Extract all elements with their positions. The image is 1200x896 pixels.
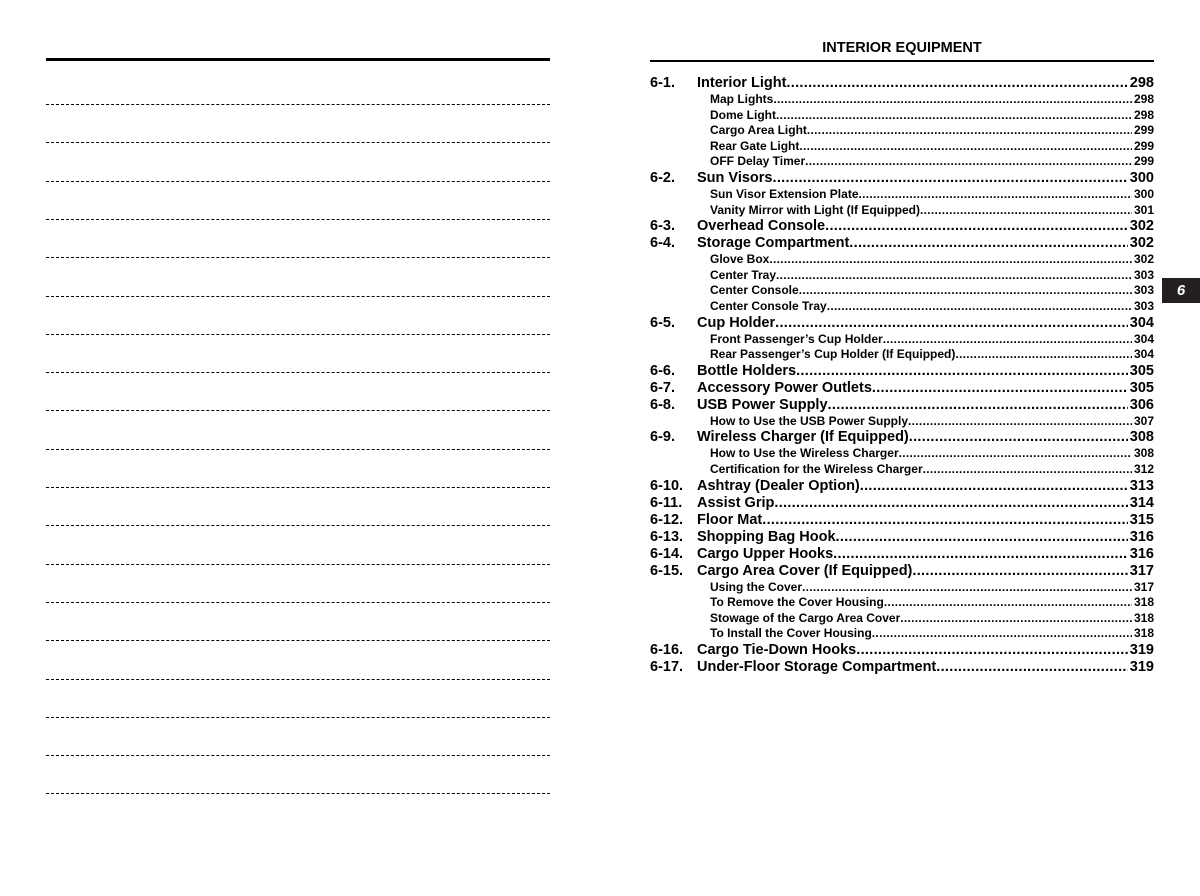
toc-entry-title: Interior Light — [697, 75, 787, 91]
toc-leader-dots — [833, 546, 1128, 563]
toc-section-entry[interactable] — [650, 397, 1154, 414]
toc-subsection-entry[interactable] — [650, 446, 1154, 462]
toc-entry-title: Cargo Area Cover (If Equipped) — [697, 562, 913, 579]
toc-entry-title: Using the Cover — [710, 579, 803, 594]
toc-page-number: 304 — [1129, 314, 1154, 331]
toc-subsection-entry[interactable] — [650, 299, 1154, 315]
toc-subsection-entry[interactable] — [650, 332, 1154, 348]
toc-section-number: 6-16. — [650, 641, 684, 658]
toc-leader-dots — [923, 462, 1132, 478]
toc-page-number: 300 — [1133, 186, 1154, 201]
toc-entry-title: Cargo Area Light — [710, 123, 807, 138]
toc-leader-dots — [872, 626, 1132, 642]
note-line — [46, 640, 550, 641]
toc-entry-title: To Remove the Cover Housing — [710, 595, 884, 610]
toc-leader-dots — [772, 170, 1127, 187]
toc-leader-dots — [912, 563, 1127, 580]
toc-leader-dots — [909, 429, 1128, 446]
toc-leader-dots — [908, 414, 1132, 430]
toc-entry-title: Center Console — [710, 283, 799, 298]
toc-page-number: 308 — [1129, 429, 1154, 446]
note-line — [46, 755, 550, 756]
toc-page-number: 306 — [1129, 396, 1154, 413]
toc-leader-dots — [769, 252, 1132, 268]
toc-entry-title: Map Lights — [710, 92, 774, 106]
toc-leader-dots — [796, 363, 1128, 380]
toc-section-entry[interactable] — [650, 380, 1154, 397]
toc-entry-title: USB Power Supply — [697, 396, 828, 413]
toc-page-number: 302 — [1133, 252, 1154, 267]
note-line — [46, 602, 550, 603]
toc-leader-dots — [775, 315, 1128, 332]
toc-subsection-entry[interactable] — [650, 462, 1154, 478]
note-line — [46, 487, 550, 488]
toc-entry-title: Center Console Tray — [710, 298, 827, 313]
toc-subsection-entry[interactable] — [650, 139, 1154, 155]
toc-leader-dots — [936, 659, 1128, 676]
note-line — [46, 793, 550, 794]
toc-leader-dots — [884, 595, 1132, 611]
toc-section-entry[interactable] — [650, 235, 1154, 252]
toc-page-number: 303 — [1133, 298, 1154, 313]
toc-entry-title: How to Use the USB Power Supply — [710, 413, 909, 428]
toc-leader-dots — [802, 580, 1132, 596]
toc-subsection-entry[interactable] — [650, 283, 1154, 299]
toc-section-number: 6-4. — [650, 235, 675, 252]
note-line — [46, 181, 550, 182]
note-line — [46, 296, 550, 297]
toc-leader-dots — [872, 380, 1128, 397]
toc-page-number: 314 — [1129, 494, 1154, 511]
toc-page-number: 316 — [1129, 528, 1154, 545]
toc-page-number: 304 — [1133, 331, 1154, 346]
toc-page-number: 301 — [1133, 202, 1154, 217]
toc-leader-dots — [900, 611, 1132, 627]
toc-entry-title: Glove Box — [710, 252, 770, 267]
toc-entry-title: Rear Gate Light — [710, 138, 800, 153]
note-line — [46, 679, 550, 680]
toc-leader-dots — [955, 347, 1132, 363]
toc-leader-dots — [807, 123, 1132, 139]
toc-page-number: 302 — [1129, 235, 1154, 252]
section-header: INTERIOR EQUIPMENT — [822, 40, 982, 56]
note-line — [46, 564, 550, 565]
toc-leader-dots — [859, 187, 1132, 203]
toc-entry-title: Ashtray (Dealer Option) — [697, 477, 860, 494]
toc-entry-title: Rear Passenger’s Cup Holder (If Equipped) — [710, 347, 956, 362]
toc-section-entry[interactable] — [650, 529, 1154, 546]
toc-entry-title: Certification for the Wireless Charger — [710, 461, 923, 476]
toc-entry-title: Front Passenger’s Cup Holder — [710, 331, 883, 346]
toc-page-number: 298 — [1133, 92, 1154, 106]
toc-entry-title: Cargo Tie-Down Hooks — [697, 641, 857, 658]
toc-section-entry[interactable] — [650, 218, 1154, 235]
toc-page-number: 305 — [1129, 379, 1154, 396]
toc-subsection-entry[interactable] — [650, 580, 1154, 596]
toc-leader-dots — [762, 512, 1128, 529]
toc-section-entry[interactable] — [650, 429, 1154, 446]
toc-leader-dots — [774, 495, 1127, 512]
toc-subsection-entry[interactable] — [650, 203, 1154, 219]
toc-subsection-entry[interactable] — [650, 108, 1154, 124]
toc-entry-title: Assist Grip — [697, 494, 775, 511]
toc-page-number: 313 — [1129, 477, 1154, 494]
toc-section-number: 6-7. — [650, 379, 675, 396]
toc-page-number: 299 — [1133, 154, 1154, 169]
toc-section-number: 6-14. — [650, 545, 684, 562]
toc-entry-title: Cup Holder — [697, 314, 776, 331]
toc-section-number: 6-15. — [650, 562, 684, 579]
toc-section-entry[interactable] — [650, 478, 1154, 495]
toc-page-number: 312 — [1133, 461, 1154, 476]
toc-leader-dots — [776, 268, 1132, 284]
note-line — [46, 717, 550, 718]
toc-page-number: 318 — [1133, 595, 1154, 610]
toc-entry-title: OFF Delay Timer — [710, 154, 806, 169]
note-line — [46, 257, 550, 258]
toc-section-entry[interactable] — [650, 546, 1154, 563]
toc-page-number: 303 — [1133, 267, 1154, 282]
toc-section-entry[interactable] — [650, 563, 1154, 580]
toc-entry-title: Sun Visor Extension Plate — [710, 186, 859, 201]
toc-section-number: 6-17. — [650, 658, 684, 675]
toc-entry-title: Overhead Console — [697, 218, 826, 235]
toc-section-number: 6-2. — [650, 169, 675, 186]
toc-leader-dots — [899, 446, 1132, 462]
note-line — [46, 372, 550, 373]
toc-leader-dots — [825, 218, 1128, 235]
toc-section-entry[interactable] — [650, 75, 1154, 92]
toc-section-entry[interactable] — [650, 315, 1154, 332]
toc-page-number: 319 — [1129, 641, 1154, 658]
toc-entry-title: How to Use the Wireless Charger — [710, 446, 899, 461]
toc-leader-dots — [883, 332, 1132, 348]
toc-section-entry[interactable] — [650, 170, 1154, 187]
toc-subsection-entry[interactable] — [650, 414, 1154, 430]
toc-subsection-entry[interactable] — [650, 123, 1154, 139]
toc-leader-dots — [836, 529, 1128, 546]
toc-section-entry[interactable] — [650, 512, 1154, 529]
toc-section-number: 6-5. — [650, 314, 675, 331]
toc-entry-title: Floor Mat — [697, 511, 763, 528]
toc-leader-dots — [805, 154, 1132, 170]
toc-subsection-entry[interactable] — [650, 187, 1154, 203]
toc-leader-dots — [849, 235, 1128, 252]
toc-list — [650, 75, 1154, 676]
toc-subsection-entry[interactable] — [650, 92, 1154, 108]
toc-page-number: 319 — [1129, 658, 1154, 675]
toc-page-number: 300 — [1129, 169, 1154, 186]
toc-page-number: 298 — [1133, 107, 1154, 122]
toc-subsection-entry[interactable] — [650, 626, 1154, 642]
toc-leader-dots — [920, 203, 1132, 219]
toc-section-entry[interactable] — [650, 642, 1154, 659]
toc-entry-title: Center Tray — [710, 267, 777, 282]
toc-page-number: 316 — [1129, 545, 1154, 562]
toc-page-number: 304 — [1133, 347, 1154, 362]
toc-leader-dots — [773, 92, 1132, 108]
note-line — [46, 142, 550, 143]
toc-page-number: 307 — [1133, 413, 1154, 428]
toc-subsection-entry[interactable] — [650, 347, 1154, 363]
toc-leader-dots — [786, 75, 1127, 92]
toc-page-number: 302 — [1129, 218, 1154, 235]
notes-page — [46, 58, 550, 61]
note-line — [46, 410, 550, 411]
toc-page-number: 318 — [1133, 626, 1154, 641]
toc-page — [650, 40, 1154, 676]
toc-entry-title: Storage Compartment — [697, 235, 850, 252]
toc-section-entry[interactable] — [650, 363, 1154, 380]
toc-subsection-entry[interactable] — [650, 268, 1154, 284]
toc-section-entry[interactable] — [650, 495, 1154, 512]
toc-entry-title: Shopping Bag Hook — [697, 528, 836, 545]
toc-page-number: 315 — [1129, 511, 1154, 528]
toc-entry-title: Stowage of the Cargo Area Cover — [710, 610, 901, 625]
toc-entry-title: Cargo Upper Hooks — [697, 545, 834, 562]
toc-leader-dots — [776, 108, 1132, 124]
toc-entry-title: Under-Floor Storage Compartment — [697, 658, 937, 675]
note-line — [46, 104, 550, 105]
toc-entry-title: Wireless Charger (If Equipped) — [697, 429, 909, 446]
toc-entry-title: Vanity Mirror with Light (If Equipped) — [710, 202, 920, 217]
toc-page-number: 299 — [1133, 123, 1154, 138]
toc-entry-title: Sun Visors — [697, 169, 773, 186]
toc-leader-dots — [799, 283, 1132, 299]
toc-leader-dots — [856, 642, 1128, 659]
toc-section-number: 6-6. — [650, 362, 675, 379]
toc-section-number: 6-10. — [650, 477, 684, 494]
note-line — [46, 449, 550, 450]
toc-section-number: 6-13. — [650, 528, 684, 545]
toc-entry-title: Accessory Power Outlets — [697, 379, 872, 396]
toc-section-number: 6-11. — [650, 494, 683, 511]
toc-page-number: 303 — [1133, 283, 1154, 298]
note-line — [46, 219, 550, 220]
toc-page-number: 317 — [1133, 579, 1154, 594]
toc-subsection-entry[interactable] — [650, 611, 1154, 627]
toc-page-number: 317 — [1129, 562, 1154, 579]
toc-subsection-entry[interactable] — [650, 154, 1154, 170]
toc-leader-dots — [827, 299, 1132, 315]
toc-subsection-entry[interactable] — [650, 252, 1154, 268]
toc-section-number: 6-1. — [650, 75, 675, 91]
toc-section-number: 6-12. — [650, 511, 684, 528]
toc-section-number: 6-8. — [650, 396, 675, 413]
toc-section-number: 6-3. — [650, 218, 675, 235]
notes-top-rule — [46, 58, 550, 61]
toc-entry-title: To Install the Cover Housing — [710, 626, 872, 641]
toc-page-number: 299 — [1133, 138, 1154, 153]
toc-section-number: 6-9. — [650, 429, 675, 446]
toc-leader-dots — [860, 478, 1128, 495]
toc-page-number: 298 — [1129, 75, 1154, 91]
toc-page-number: 305 — [1129, 362, 1154, 379]
toc-leader-dots — [828, 397, 1128, 414]
note-line — [46, 525, 550, 526]
toc-entry-title: Dome Light — [710, 107, 776, 122]
toc-leader-dots — [799, 139, 1132, 155]
toc-page-number: 318 — [1133, 610, 1154, 625]
toc-entry-title: Bottle Holders — [697, 362, 797, 379]
toc-subsection-entry[interactable] — [650, 595, 1154, 611]
toc-section-entry[interactable] — [650, 659, 1154, 676]
header-rule — [650, 60, 1154, 62]
note-line — [46, 334, 550, 335]
toc-page-number: 308 — [1133, 446, 1154, 461]
chapter-tab[interactable]: 6 — [1162, 278, 1200, 303]
